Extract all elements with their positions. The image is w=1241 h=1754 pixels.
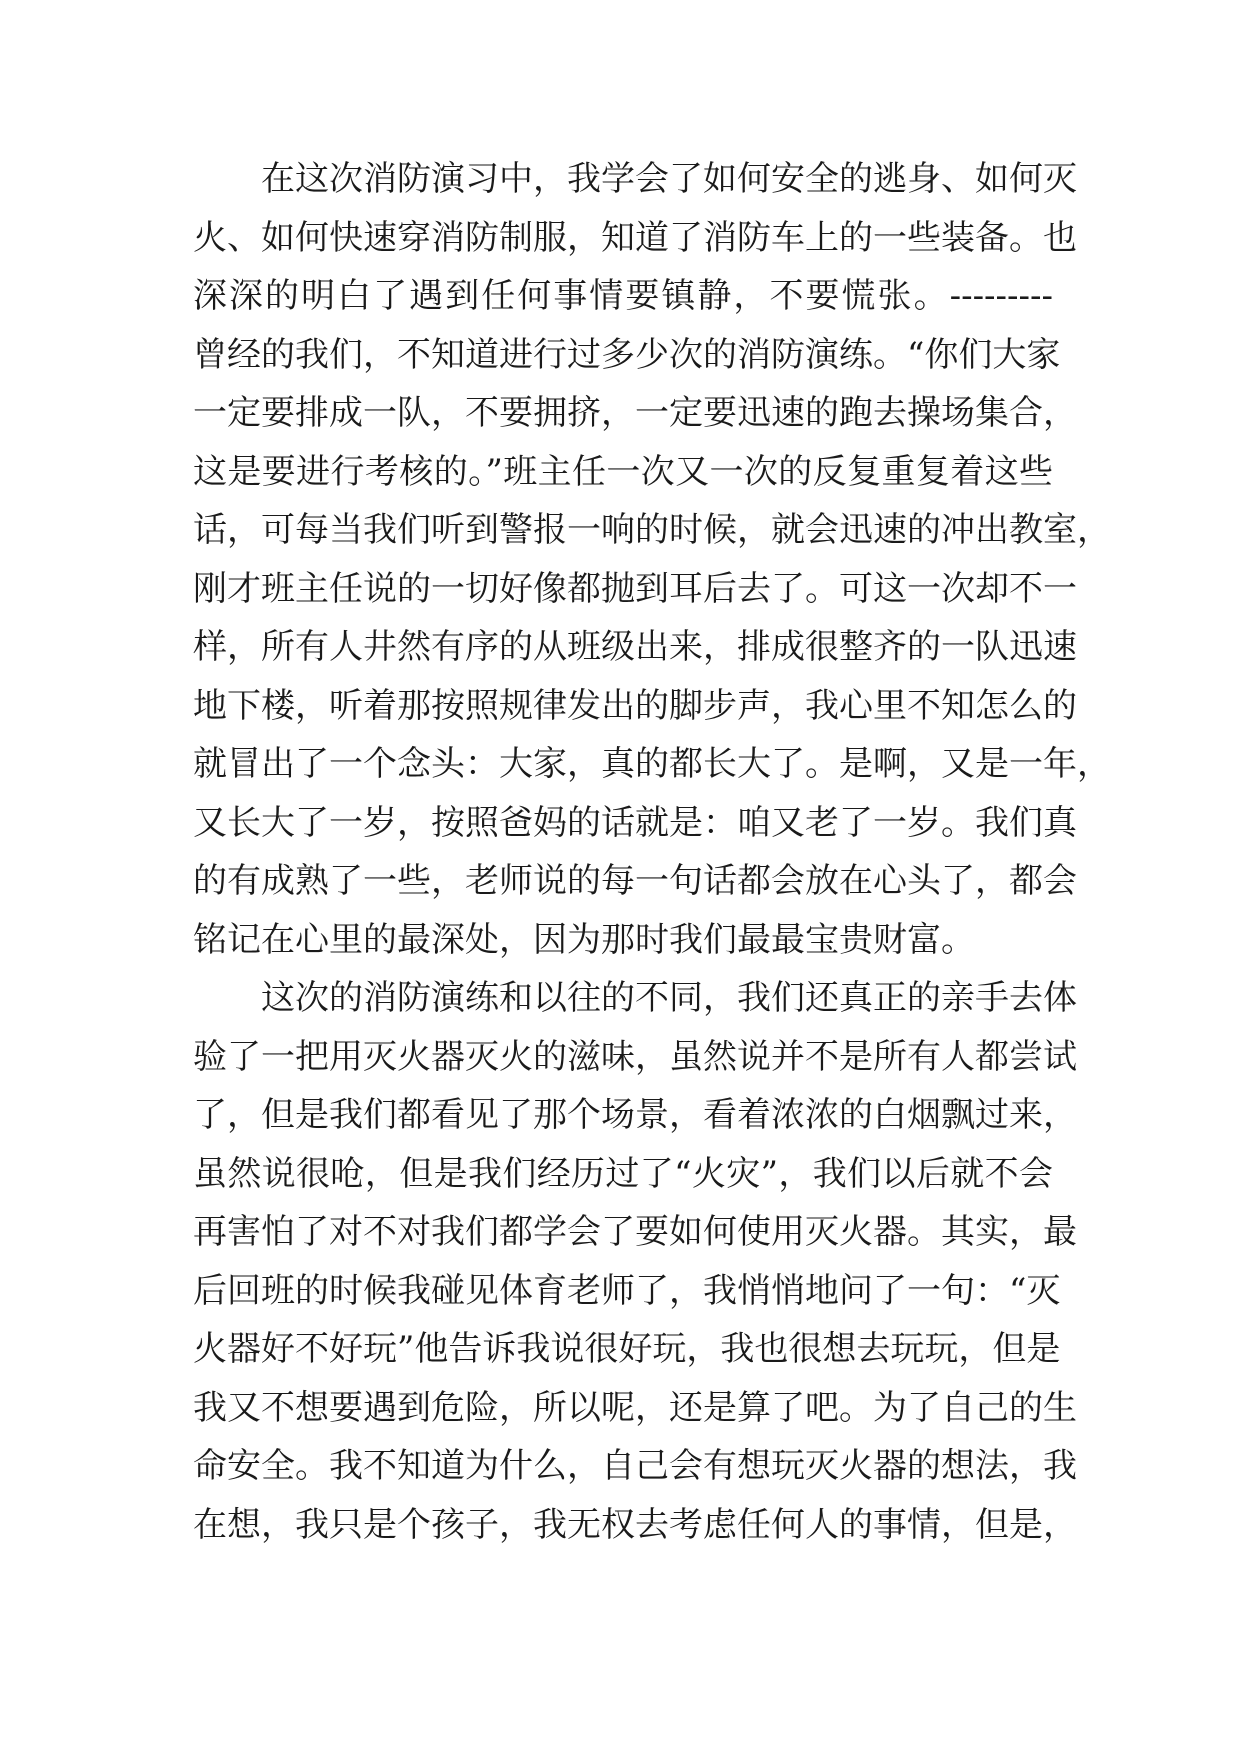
- text-line: 话，可每当我们听到警报一响的时候，就会迅速的冲出教室，: [193, 510, 1111, 550]
- text-line: 样，所有人井然有序的从班级出来，排成很整齐的一队迅速: [193, 627, 1077, 667]
- text-line: 地下楼，听着那按照规律发出的脚步声，我心里不知怎么的: [193, 685, 1077, 726]
- document-body: [193, 150, 1111, 1554]
- text-line: 的有成熟了一些，老师说的每一句话都会放在心头了，都会: [193, 861, 1077, 901]
- text-line: 火、如何快速穿消防制服，知道了消防车上的一些装备。也: [193, 217, 1077, 258]
- text-line: 在想，我只是个孩子，我无权去考虑任何人的事情，但是，: [193, 1504, 1077, 1545]
- text-line: 刚才班主任说的一切好像都抛到耳后去了。可这一次却不一: [193, 568, 1077, 609]
- text-line: 一定要排成一队，不要拥挤，一定要迅速的跑去操场集合，: [193, 393, 1077, 433]
- text-line: 虽然说很呛，但是我们经历过了“火灾”，我们以后就不会: [193, 1153, 1053, 1194]
- text-line: 再害怕了对不对我们都学会了要如何使用灭火器。其实，最: [193, 1212, 1077, 1252]
- text-line: 验了一把用灭火器灭火的滋味，虽然说并不是所有人都尝试: [193, 1036, 1077, 1077]
- text-line: 又长大了一岁，按照爸妈的话就是：咱又老了一岁。我们真: [193, 802, 1077, 843]
- text-line: 这次的消防演练和以往的不同，我们还真正的亲手去体: [261, 978, 1077, 1018]
- text-line: 曾经的我们，不知道进行过多少次的消防演练。“你们大家: [193, 334, 1061, 375]
- text-line: 就冒出了一个念头：大家，真的都长大了。是啊，又是一年，: [193, 744, 1111, 784]
- paragraph-1: [193, 150, 1111, 969]
- text-line: 在这次消防演习中，我学会了如何安全的逃身、如何灭: [261, 159, 1077, 199]
- text-line: 火器好不好玩”他告诉我说很好玩，我也很想去玩玩，但是: [193, 1329, 1061, 1369]
- text-line: 后回班的时候我碰见体育老师了，我悄悄地问了一句：“灭: [193, 1270, 1061, 1311]
- text-line: 了，但是我们都看见了那个场景，看着浓浓的白烟飘过来，: [193, 1095, 1077, 1135]
- text-line: 深深的明白了遇到任何事情要镇静，不要慌张。---------: [193, 276, 1053, 316]
- paragraph-2: [193, 969, 1077, 1554]
- text-line: 我又不想要遇到危险，所以呢，还是算了吧。为了自己的生: [193, 1387, 1077, 1428]
- text-line: 铭记在心里的最深处，因为那时我们最最宝贵财富。: [193, 919, 975, 960]
- text-line: 这是要进行考核的。”班主任一次又一次的反复重复着这些: [193, 451, 1053, 492]
- text-line: 命安全。我不知道为什么，自己会有想玩灭火器的想法，我: [193, 1446, 1077, 1486]
